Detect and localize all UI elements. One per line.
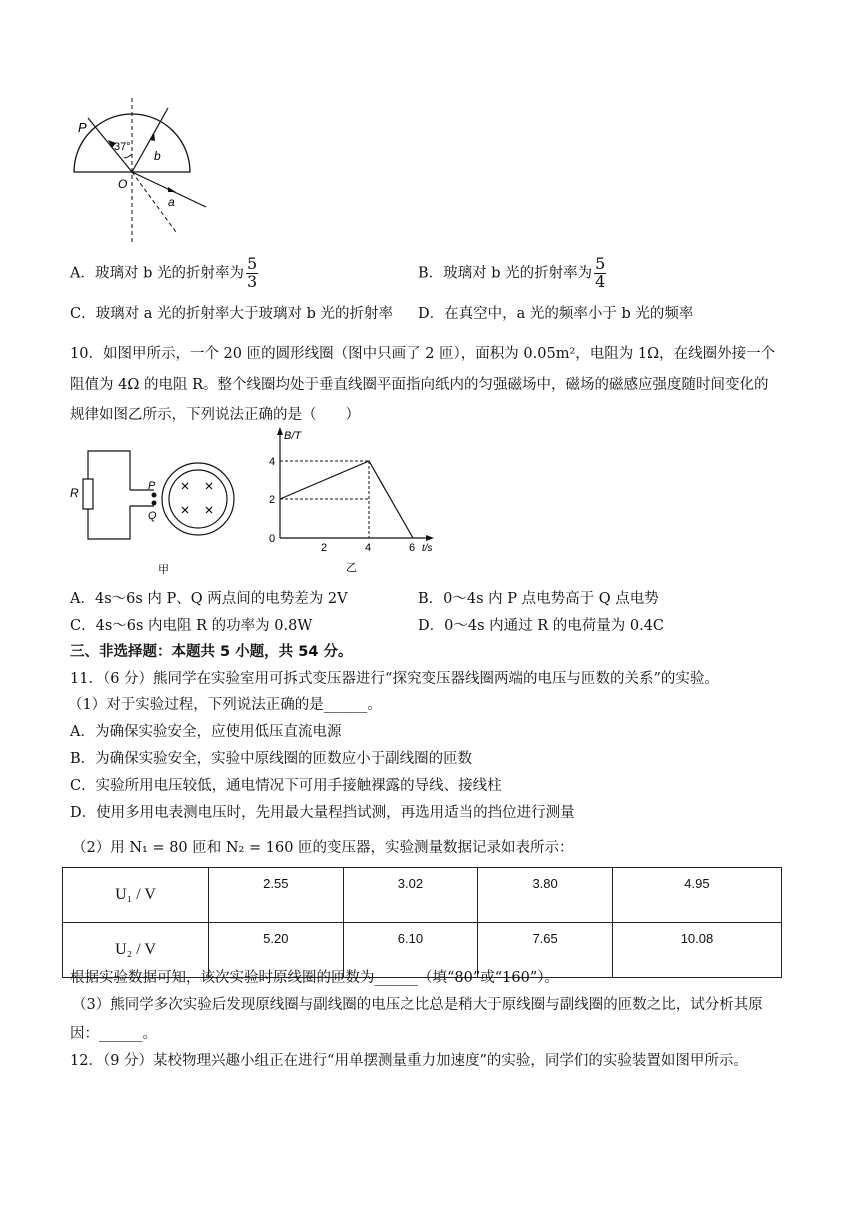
q11-option-c: C．实验所用电压较低，通电情况下可用手接触裸露的导线、接线柱 (70, 778, 502, 794)
label-a: a (168, 195, 175, 209)
q11-sub2: （2）用 N₁ = 80 匝和 N₂ = 160 匝的变压器，实验测量数据记录如表所示： (72, 840, 574, 856)
coil-outer (162, 463, 234, 535)
q11-sub3-line2: 因：______。 (70, 1026, 157, 1042)
table-cell: 3.80 (478, 868, 613, 923)
terminal-Q (152, 501, 157, 506)
table-cell: 2.55 (209, 868, 344, 923)
frac-num: 5 (595, 254, 606, 273)
table-cell: 10.08 (612, 923, 781, 978)
frac-den: 3 (246, 271, 258, 291)
caption-jia: 甲 (158, 564, 169, 576)
label-O: O (118, 177, 128, 191)
label-P: P (78, 120, 87, 135)
tick-y2: 2 (269, 494, 276, 506)
q11-after-table: 根据实验数据可知，该次实验时原线圈的匝数为______（填“80”或“160”）。 (70, 970, 560, 986)
q9-option-b (418, 256, 606, 291)
label-BT: B/T (284, 430, 302, 442)
label-b: b (154, 149, 161, 163)
table-row-header: U₁ / V (63, 868, 209, 923)
tick-y4: 4 (269, 456, 276, 468)
resistor-R (83, 479, 93, 509)
q9-option-c: C．玻璃对 a 光的折射率大于玻璃对 b 光的折射率 (70, 306, 393, 322)
q11-sub3-line1: （3）熊同学多次实验后发现原线圈与副线圈的电压之比总是稍大于原线圈与副线圈的匝数之比，试分析其原 (72, 997, 763, 1013)
q10-line2: 阻值为 4Ω 的电阻 R。整个线圈均处于垂直线圈平面指向纸内的匀强磁场中，磁场的磁感应强度随时间变化的 (70, 377, 769, 393)
q9-option-b-text: B．玻璃对 b 光的折射率为 (418, 265, 593, 282)
q9-option-b-fraction (594, 256, 606, 291)
caption-yi: 乙 (346, 562, 357, 574)
table-cell: 7.65 (478, 923, 613, 978)
q12-stem: 12．（9 分）某校物理兴趣小组正在进行“用单摆测量重力加速度”的实验，同学们的实验装置如图甲所示。 (70, 1053, 748, 1069)
q11-option-b: B．为确保实验安全，实验中原线圈的匝数应小于副线圈的匝数 (70, 751, 473, 767)
frac-den: 4 (595, 271, 606, 291)
bt-graph (262, 425, 442, 577)
q10-option-c: C．4s～6s 内电阻 R 的功率为 0.8W (70, 618, 313, 634)
q9-option-a (70, 256, 258, 291)
q9-option-a-text: A．玻璃对 b 光的折射率为 (70, 265, 244, 282)
q10-option-d: D．0～4s 内通过 R 的电荷量为 0.4C (418, 618, 665, 634)
coil-inner (169, 470, 227, 528)
q10-option-a: A．4s～6s 内 P、Q 两点间的电势差为 2V (70, 591, 348, 607)
circuit-figure (70, 445, 250, 577)
refraction-figure (60, 92, 220, 247)
table-cell: 4.95 (612, 868, 781, 923)
table-cell: 5.20 (209, 923, 344, 978)
q11-option-d: D．使用多用电表测电压时，先用最大量程挡试测，再选用适当的挡位进行测量 (70, 805, 575, 821)
q10-line3: 规律如图乙所示，下列说法正确的是（ ） (70, 407, 360, 423)
circuit-wire (88, 451, 130, 539)
label-P2: P (148, 480, 156, 492)
tick-x6: 6 (409, 542, 416, 554)
tick-x4: 4 (365, 542, 372, 554)
table-row-header: U₂ / V (63, 923, 209, 978)
q9-option-a-fraction (246, 256, 258, 291)
q11-stem: 11．（6 分）熊同学在实验室用可拆式变压器进行“探究变压器线圈两端的电压与匝数的关系”的实验。 (70, 671, 719, 687)
label-R: R (70, 486, 79, 500)
q9-option-d: D．在真空中，a 光的频率小于 b 光的频率 (418, 306, 694, 322)
tick-x2: 2 (321, 542, 328, 554)
table-cell: 3.02 (343, 868, 478, 923)
q11-sub1: （1）对于实验过程，下列说法正确的是______。 (68, 697, 382, 713)
table-row (63, 868, 782, 923)
q10-line1: 10．如图甲所示，一个 20 匝的圆形线圈（图中只画了 2 匝），面积为 0.05m²，电阻为 1Ω，在线圈外接一个 (70, 346, 776, 362)
section-heading: 三、非选择题：本题共 5 小题，共 54 分。 (70, 644, 353, 660)
frac-num: 5 (246, 254, 258, 273)
field-marks (182, 483, 212, 513)
label-ts: t/s (422, 543, 433, 554)
label-Q: Q (148, 510, 157, 522)
data-table (62, 867, 782, 978)
terminal-P (152, 493, 157, 498)
tick-origin: 0 (269, 533, 276, 545)
angle-arc (124, 154, 132, 158)
table-cell: 6.10 (343, 923, 478, 978)
q10-option-b: B．0～4s 内 P 点电势高于 Q 点电势 (418, 591, 659, 607)
label-37: 37° (114, 141, 131, 153)
q11-option-a: A．为确保实验安全，应使用低压直流电源 (70, 724, 342, 740)
